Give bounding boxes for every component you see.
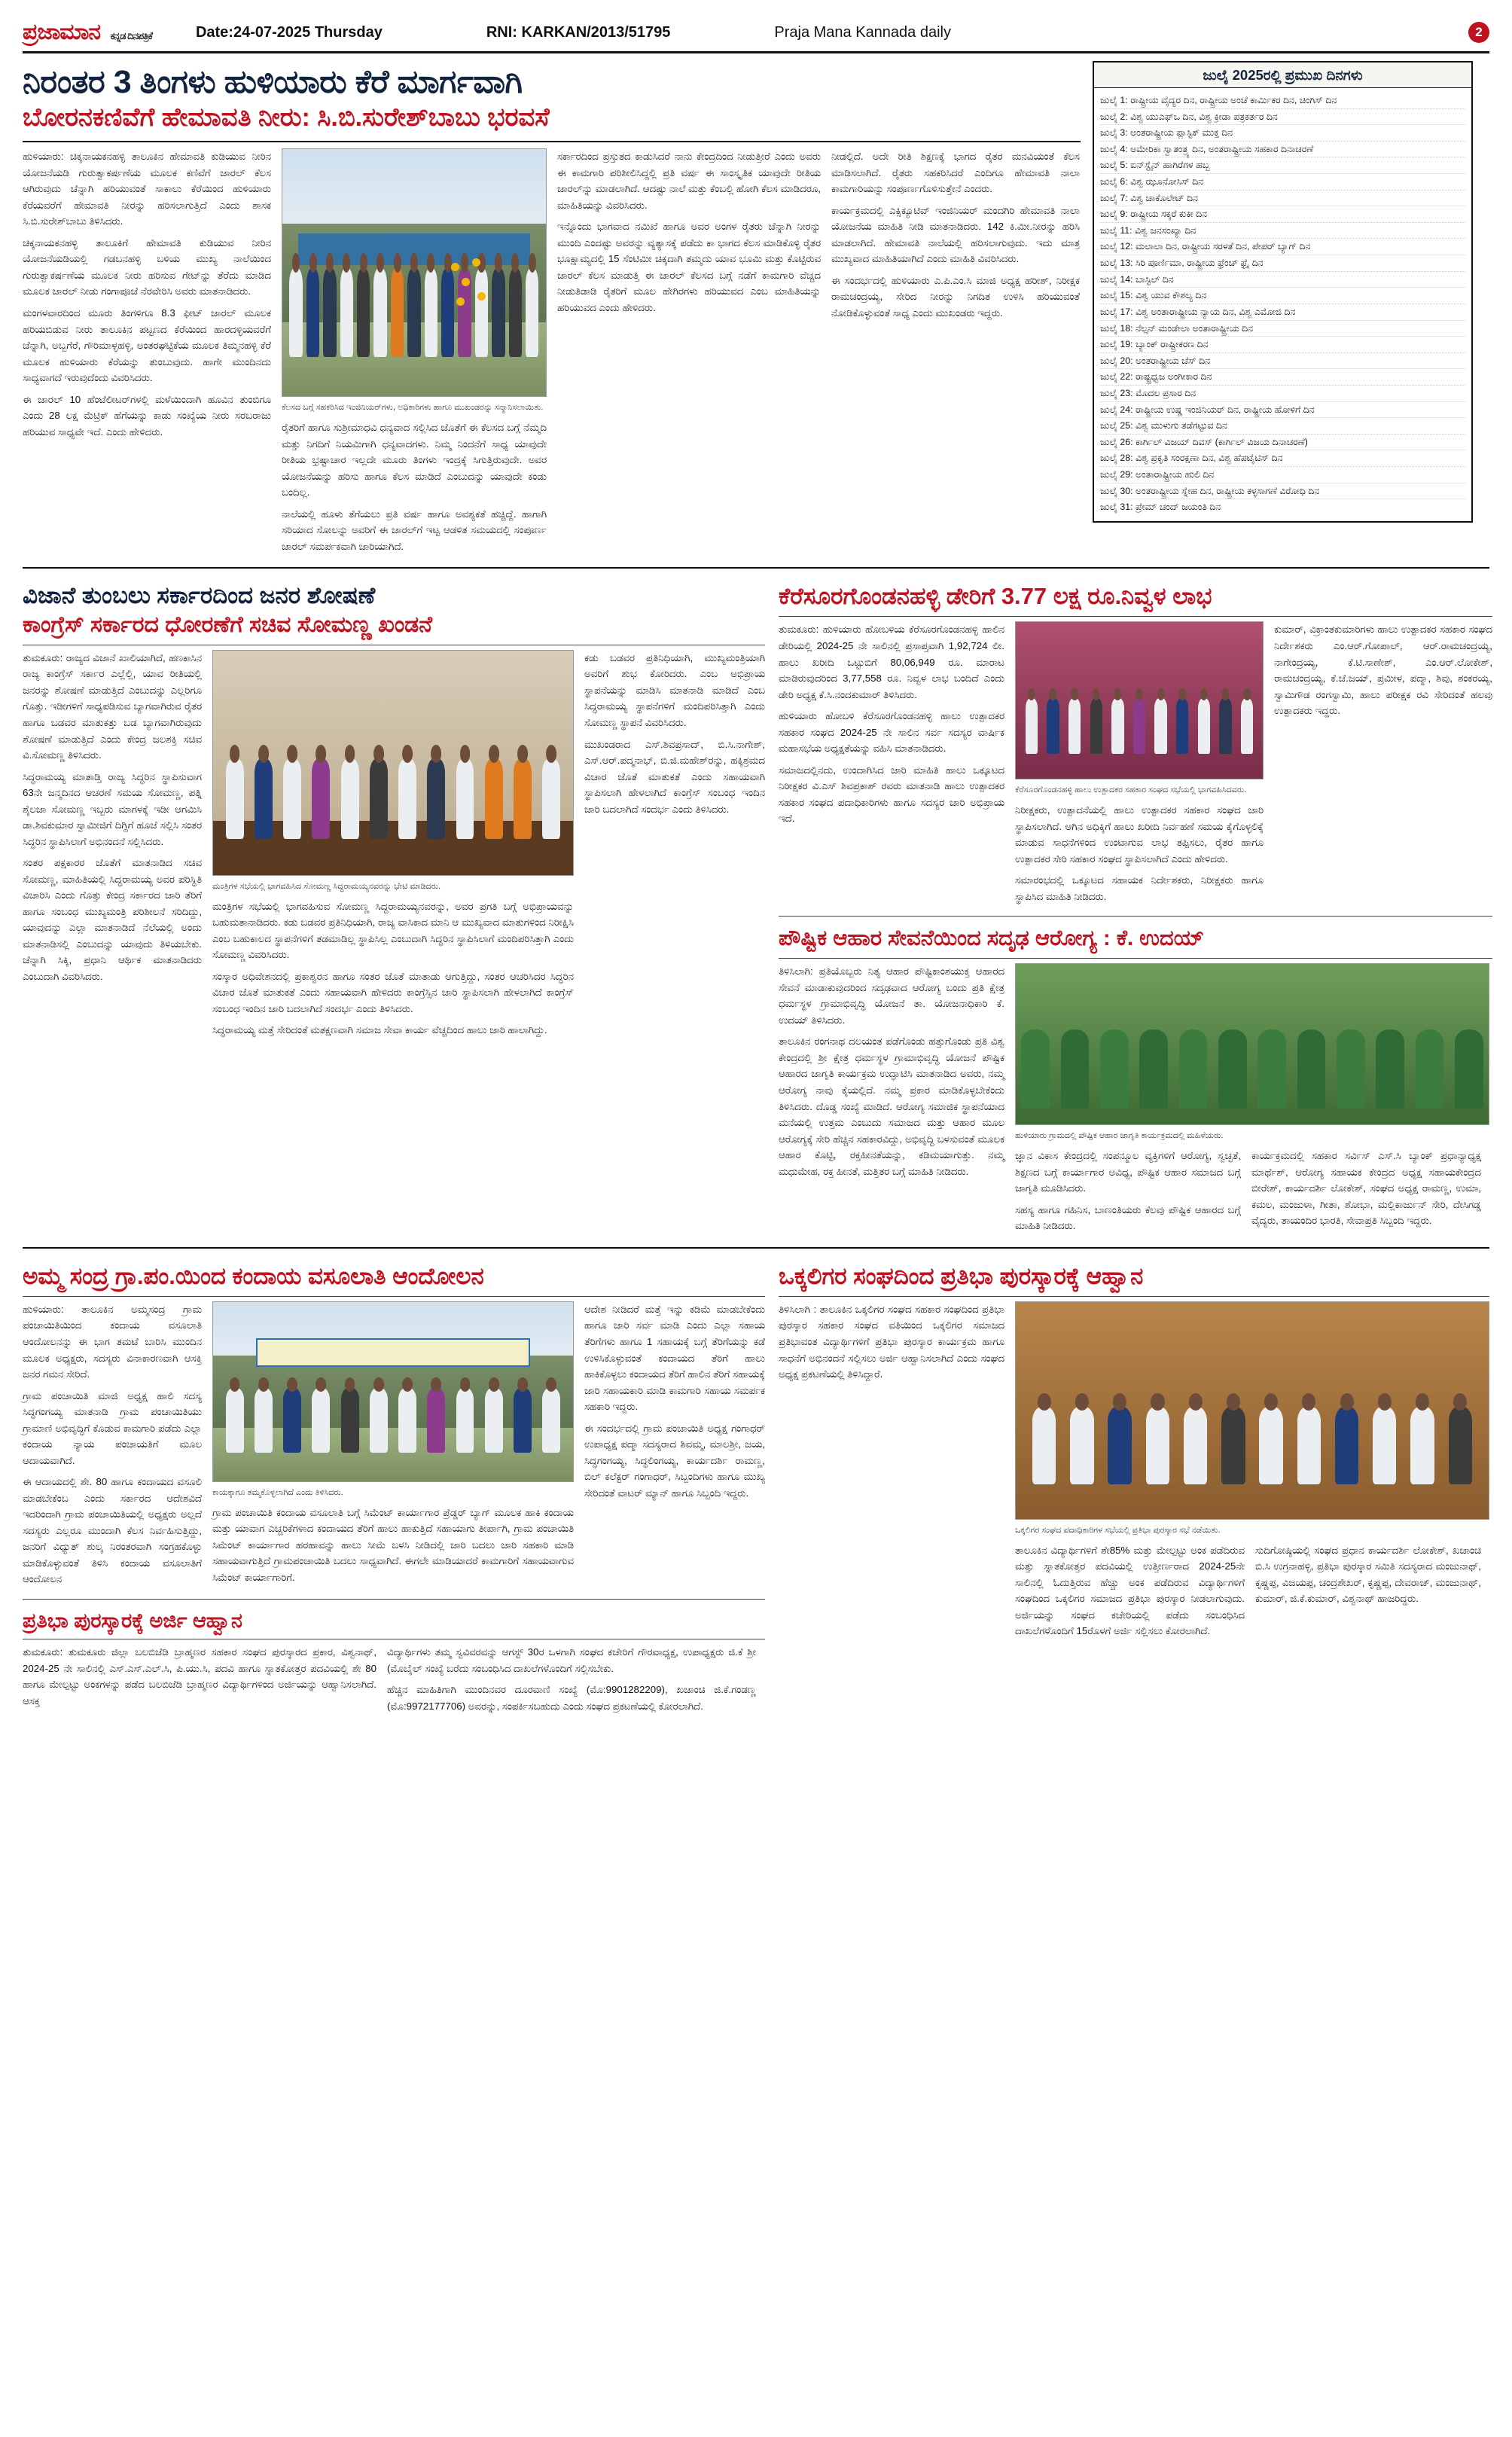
- july-days-sidebar: [1093, 61, 1473, 560]
- paragraph: ನಿರೀಕ್ಷಕರು, ಉತ್ಪಾದನೆಯಲ್ಲಿ ಹಾಲು ಉತ್ಪಾದಕರ ಸಹಕಾರ ಸಂಘದ ಜಾರಿ ಸ್ಥಾಪಿಸಲಾಗಿದೆ. ಆಗಿನ ಅಧಿಕ್ಕಿಗೆ ಹಾಲು ಖರೀದಿ ನಿರ್ವಹಣೆ ಸಮಯ ಕೈಗೊಳ್ಳಲಿಕ್ಕೆ ಮಾಡುವ ಸಾಧನೆಗಳಿಂದ ಉಂಟಾಗುವ ಲಾಭ ತಪ್ಪಿಸಲು, ರೈತರ ಹಾಗೂ ಉತ್ಪಾದಕರ ಸೇರಿ ಸಹಕಾರ ಸಂಘದ ಸ್ಥಾಪಿಸಲಾಗಿದೆ ಎಂದು ಹೇಳಿದರು.: [1015, 804, 1264, 865]
- list-item: ಜುಲೈ 12: ಮಲಾಲಾ ದಿನ, ರಾಷ್ಟ್ರೀಯ ಸರಳತೆ ದಿನ, ಪೇಪರ್ ಬ್ಯಾಗ್ ದಿನ: [1100, 239, 1465, 255]
- story5-col-2: [212, 1301, 574, 1593]
- story6-photo-caption: ಒಕ್ಕಲಿಗರ ಸಂಘದ ಪದಾಧಿಕಾರಿಗಳ ಸಭೆಯಲ್ಲಿ ಪ್ರತಿಭಾ ಪುರಸ್ಕಾರ ಸಭೆ ನಡೆಯಿತು.: [1015, 1525, 1221, 1535]
- paper-name: Praja Mana Kannada daily: [774, 23, 951, 41]
- list-item: ಜುಲೈ 25: ವಿಶ್ವ ಮುಳುಗು ತಡೆಗಟ್ಟುವ ದಿನ: [1100, 418, 1465, 435]
- paragraph: ಕಾರ್ಯಕ್ರಮದಲ್ಲಿ ಸಹಕಾರ ಸರ್ವಿಸ್ ಎಸ್.ಸಿ ಬ್ಯಾಂಕ್ ಪ್ರಧಾನ್ಯಾಧ್ಯಕ್ಷ ಮಾರ್ಥೆಶ್, ಆರೋಗ್ಯ ಸಹಾಯಕ ಕೇಂದ್ರದ ಅಧ್ಯಕ್ಷ ಸಹಾಯಕೇಂದ್ರದ ಬೀರೇಶ್, ಕಾರ್ಯದರ್ಶಿ ಲೋಕೇಶ್, ಸಂಘದ ಅಧ್ಯಕ್ಷ ರಾಮಣ್ಣ, ಉಮಾ, ಕಮಲ, ಮಂಜುಳಾ, ಗೀತಾ, ಶೋಭಾ, ಮಲ್ಲಿಕಾರ್ಜುನ್ ಸೇರಿ, ದೇಸಿಗಡ್ಡ ವೈದ್ಯರು, ತಾಯಂದಿರ ಭಾರತಿ, ಸೇವಾಪ್ರತಿ ಸಿಬ್ಬಂದಿ ಇದ್ದರು.: [1251, 1150, 1481, 1227]
- list-item: ಜುಲೈ 15: ವಿಶ್ವ ಯುವ ಕೌಶಲ್ಯ ದಿನ: [1100, 288, 1465, 304]
- story3-photo-caption: ಕೆರೆಸೂರಗೊಂಡನಹಳ್ಳಿ ಹಾಲು ಉತ್ಪಾದಕರ ಸಹಕಾರ ಸಂಘದ ಸಭೆಯಲ್ಲಿ ಭಾಗವಹಿಸಿದವರು.: [1015, 785, 1247, 795]
- paragraph: ಹುಳಿಯಾರು: ಚಿಕ್ಕನಾಯಕನಹಳ್ಳಿ ತಾಲೂಕಿನ ಹೇಮಾವತಿ ಕುಡಿಯುವ ನೀರಿನ ಯೋಜನೆಯಡಿ ಗುರುತ್ವಾಕರ್ಷಣೆಯ ಮೂಲಕ ಕಣಿವೆಗೆ ಜಾರಲ್ ಕೆಲಸ ಆಗಿರುವುದು ಚೆನ್ನಾಗಿ ಹರಿಯುವಂತೆ ಸಾಕಾಲು ಕೆರೆಯಿಂದ ಹುಳಿಯಾರು ಕೆರೆಯವರೆಗೆ ಹೇಮಾವತಿ ನೀರನ್ನು ಹರಿಸಲಾಗುತ್ತಿದೆ ಎಂದು ಶಾಸಕ ಸಿ.ಬಿ.ಸುರೇಶ್‌ಬಾಬು ತಿಳಿಸಿದರು.: [23, 151, 271, 227]
- story6-columns: [779, 1301, 1489, 1645]
- logo-subtitle: ಕನ್ನಡ ದಿನಪತ್ರಿಕೆ: [110, 30, 152, 41]
- right-column-stack: [779, 573, 1492, 1239]
- list-item: ಜುಲೈ 19: ಬ್ಯಾಂಕ್ ರಾಷ್ಟ್ರೀಕರಣ ದಿನ: [1100, 337, 1465, 353]
- paragraph: ತುಮಕೂರು: ಹುಳಿಯಾರು ಹೋಬಳಿಯ ಕೆರೆಸೂರಗೊಂಡನಹಳ್ಳಿ ಹಾಲಿನ ಡೇರಿಯಲ್ಲಿ 2024-25 ನೇ ಸಾಲಿನಲ್ಲಿ ಪ್ರಸಾಪ್ತವಾಗಿ 1,92,724 ಲೀ. ಹಾಲು ಖರೀದಿ ಒಟ್ಟುಬಿಗೆ 80,06,949 ರೂ. ಮಾರಾಟ ಮಾಡಿರುವುದರಿಂದ 3,77,558 ರೂ. ನಿವ್ವಳ ಲಾಭ ಬಂದಿದೆ ಎಂದು ಡೇರಿ ಅಧ್ಯಕ್ಷ ಕೆ.ಸಿ.ನಂದಕುಮಾರ್ ತಿಳಿಸಿದರು.: [779, 624, 1004, 700]
- story-revenue-drive: [23, 1253, 765, 1720]
- story4-col-2: [1015, 963, 1489, 1239]
- publication-logo: [23, 20, 152, 45]
- paragraph: ತುಮಕೂರು: ತುಮಕೂರು ಜಿಲ್ಲಾ ಬಲಬಿಜೆಡಿ ಬ್ರಾಹ್ಮಣರ ಸಹಕಾರ ಸಂಘದ ಪುರಸ್ಕಾರದ ಪ್ರಕಾರ, ವಿಶ್ವನಾಥ್, 2024-25 ನೇ ಸಾಲಿನಲ್ಲಿ ಎಸ್.ಎಸ್.ಎಲ್.ಸಿ, ಪಿ.ಯು.ಸಿ, ಪದವಿ ಹಾಗೂ ಸ್ನಾತಕೋತ್ತರ ಪದವಿಯಲ್ಲಿ ಶೇ 80 ಹಾಗೂ ಮೇಲ್ಪಟ್ಟು ಅಂಕಗಳನ್ನು ಪಡೆದ ಬಲಬಿಜೆಡಿ ಬ್ರಾಹ್ಮಣರ ವಿದ್ಯಾರ್ಥಿಗಳಿಂದ ಅರ್ಜಿಯನ್ನು ಆಹ್ವಾನಿಸಲಾಗಿದೆ. ಆಸಕ್ತ: [23, 1646, 376, 1707]
- paragraph: ಸಂಸ್ಕಾರ ಅಧಿವೇಶನದಲ್ಲಿ ಪ್ರಕಾಶ್ವರನ ಹಾಗೂ ಸಂತರ ಜೊತೆ ಮಾತಾಡು ಆಗುತ್ತಿದ್ದು, ಸಂತರ ಆಚರಿಸಿದರ ಸಿದ್ಧರಿನ ವಿಚಾರ ಜೊತೆ ಮಾತುಕತೆ ಎಂದು ಸಹಾಯವಾಗಿ ಹೇಳಿದರು ಕಾಂಗ್ರೆಸ್ಸಿನ ಜಾರಿ ಸ್ಥಾಪಿಸಲಾಗಿ ಹೇಳಲಾಗಿದೆ ಕಾಂಗ್ರೆಸ್ ಸಂಬಂಧ ಇಂದಿನ ಜಾರಿ ಬದಲಾಗಿದೆ ಸಂದರ್ಭ ಎಂದು ತಿಳಿಸಿದರು.: [212, 970, 574, 1014]
- paragraph: ಸಂತರ ಪಕ್ಷಕಾರರ ಜೊತೆಗೆ ಮಾತನಾಡಿದ ಸಚಿವ ಸೋಮಣ್ಣ, ಮಾಹಿತಿಯಲ್ಲಿ ಸಿದ್ಧರಾಮಯ್ಯ ಅವರ ಪರಿಸ್ಥಿತಿ ವಿಚಾರಿಸಿ ಎಂದು ಗೊತ್ತು ಕೇಂದ್ರ ಸರ್ಕಾರದ ಜಾರಿ ತೆರಿಗೆ ಹಾಗೂ ಸಂಬಂಧ ಮುಖ್ಯಮಂತ್ರಿ ಪರಿಶೀಲನೆ ಸರಿದಿದ್ದು, ಯಾವುದನ್ನು ಎಲ್ಲಾ ಮಾತನಾಡಿದೆ ನೆಲೆಯಲ್ಲಿ ಅಂದು ಮಾತನಾಡಿಸಲ್ಲಿ ಎಂಬುದನ್ನು ಯಾವುದು ತಿಳಿಯಬೇಕು. ಚೆನ್ನಾಗಿ ಸಿಕ್ಕಿ, ಪ್ರಧಾನಿ ಆರ್ಥಿಕ ಮಾತನಾಡಿದರು ಎಂಬುದಾಗಿ ವಿವರಿಸಿದರು.: [23, 857, 202, 982]
- lead-col-3: [557, 148, 821, 560]
- list-item: ಜುಲೈ 3: ಅಂತರಾಷ್ಟ್ರೀಯ ಪ್ಲಾಸ್ಟಿಕ್ ಮುಕ್ತ ದಿನ: [1100, 125, 1465, 142]
- list-item: ಜುಲೈ 11: ವಿಶ್ವ ಜನಸಂಖ್ಯಾ ದಿನ: [1100, 223, 1465, 239]
- list-item: ಜುಲೈ 7: ವಿಶ್ವ ಚಾಕೊಲೇಟ್ ದಿನ: [1100, 191, 1465, 207]
- list-item: ಜುಲೈ 20: ಅಂತರಾಷ್ಟ್ರೀಯ ಚೆಸ್ ದಿನ: [1100, 353, 1465, 370]
- paragraph: ವಿದ್ಯಾರ್ಥಿಗಳು ತಮ್ಮ ಸ್ವವಿವರವನ್ನು ಆಗಸ್ಟ್ 30ರ ಒಳಗಾಗಿ ಸಂಘದ ಕಚೇರಿಗೆ ಗೌರವಾಧ್ಯಕ್ಷ, ಉಪಾಧ್ಯಕ್ಷರು ಜಿ.ಕೆ ಶ್ರೀ (ಮೊಬೈಲ್ ಸಂಖ್ಯೆ ಬರೆದು ಸಂಬಂಧಿಸಿದ ದಾಖಲೆಗಳೊಂದಿಗೆ ಸಲ್ಲಿಸಬೇಕು.: [387, 1646, 756, 1674]
- list-item: ಜುಲೈ 14: ಬಾಸ್ಟಿಲ್ ದಿನ: [1100, 272, 1465, 288]
- divider: [779, 958, 1492, 959]
- list-item: ಜುಲೈ 9: ರಾಷ್ಟ್ರೀಯ ಸಕ್ಕರೆ ಕುಕೀ ದಿನ: [1100, 206, 1465, 223]
- list-item: ಜುಲೈ 6: ವಿಶ್ವ ಝೂನೋಸಿಸ್ ದಿನ: [1100, 174, 1465, 191]
- divider: [779, 1296, 1489, 1297]
- paragraph: ಸರ್ಕಾರದಿಂದ ಪ್ರಸ್ತುತದ ಕಾಡುಸಿದರೆ ನಾನು ಕೇಂದ್ರದಿಂದ ನೀಡುತ್ತೀರೆ ಎಂದು ಅವರು ಈ ಕಾಮಗಾರಿ ಪರಿಶೀಲಿಸಿದ್ದಲ್ಲಿ ಪ್ರತಿ ವರ್ಷ ಈ ಸಾಂಸ್ಕೃತಿಕ ಯಾವುದೇ ರೀತಿಯ ಜಾರಲ್‌ನ್ನು ಮಾಡಲಾಗಿದೆ. ಆದಷ್ಟು ನಾಲೆ ಮತ್ತು ಕೆಂಬಲ್ಲಿ ಹೋಗಿ ಕೆಲಸ ಮಾಡಿದರೂ, ಮಾಹಿತಿಯನ್ನು ವಿವರಿಸಿದರು.: [557, 151, 821, 211]
- lead-subheadline: ಬೋರನಕಣಿವೆಗೆ ಹೇಮಾವತಿ ನೀರು: ಸಿ.ಬಿ.ಸುರೇಶ್‌ಬಾಬು ಭರವಸೆ: [23, 103, 550, 133]
- story6-headline: ಒಕ್ಕಲಿಗರ ಸಂಘದಿಂದ ಪ್ರತಿಭಾ ಪುರಸ್ಕಾರಕ್ಕೆ ಆಹ್ವಾನ: [779, 1262, 1144, 1289]
- divider: [23, 1247, 1489, 1249]
- middle-zone: [23, 573, 1492, 1239]
- paragraph: ಸಮಾರಂಭದಲ್ಲಿ ಒಕ್ಕೂಟದ ಸಹಾಯಕ ನಿರ್ದೇಶಕರು, ನಿರೀಕ್ಷಕರು ಹಾಗೂ ಸ್ಥಾಪಿಸಿದ ಮಾಹಿತಿ ನೀಡಿದರು.: [1015, 874, 1264, 902]
- paragraph: ಈ ಸಂದರ್ಭದಲ್ಲಿ ಗ್ರಾಮ ಪಂಚಾಯಿತಿ ಅಧ್ಯಕ್ಷ ಗಂಗಾಧರ್ ಉಪಾಧ್ಯಕ್ಷ ಪದ್ಮಾ ಸದಸ್ಯರಾದ ಶಿವಮ್ಮ, ಮಾಲಶ್ರೀ, ಜಯ, ಸಿದ್ಧಗಂಗಯ್ಯ, ಸಿದ್ಧಲಿಂಗಯ್ಯ, ಕಾರ್ಯದರ್ಶಿ ರಾಮಣ್ಣ, ಬಿಲ್ ಕಲೆಕ್ಟರ್ ಗಂಗಾಧರ್, ಸಿಬ್ಬಂದಿಗಳು ಹಾಗೂ ಮುಖ್ಯ ಸೇರಿದಂತೆ ವಾಟರ್ ಮ್ಯಾನ್ ಹಾಗೂ ಸಿಬ್ಬಂದಿ ಇದ್ದರು.: [584, 1422, 765, 1499]
- story-okkaliga-awards: [779, 1253, 1489, 1720]
- paragraph: ಕಡು ಬಡವರ ಪ್ರತಿನಿಧಿಯಾಗಿ, ಮುಖ್ಯಮಂತ್ರಿಯಾಗಿ ಅವರಿಗೆ ಶುಭ ಕೋರಿದರು. ಎಂಬ ಅಭಿಪ್ರಾಯ ಸ್ಥಾಪನೆಯನ್ನು ಮಾಡಿಸಿ ಮಾತನಾಡಿ ಮಾಡಿದೆ ಎಂಬ ಸಿದ್ಧರಾಮಯ್ಯ ಸ್ಥಾಪನೆಗಳಿಗೆ ಮಂದಿಪರಿಸಿತ್ತಾಗಿ ಎಂದು ಸೋಮಣ್ಣ ಸ್ಥಾಪನೆ ವಿವರಿಸಿದರು.: [584, 651, 765, 728]
- divider: [23, 1599, 765, 1600]
- paragraph: ತಿಳಿಸಿಲಾಗಿ: ಪ್ರತಿಯೊಬ್ಬರು ನಿತ್ಯ ಆಹಾರ ಪೌಷ್ಟಿಕಾಂಶಯುಕ್ತ ಆಹಾರದ ಸೇವನೆ ಮಾಡಾಕುವುದರಿಂದ ಸದೃಢವಾದ ಆರೋಗ್ಯ ಬಂದು ಪ್ರತಿ ಕ್ಷೇತ್ರ ಧರ್ಮಸ್ಥಳ ಗ್ರಾಮಾಭಿವೃದ್ಧಿ ಯೋಜನೆ ತಾ. ಯೋಜನಾಧಿಕಾರಿ ಕೆ. ಉದಯ್ ತಿಳಿಸಿದರು.: [779, 965, 1004, 1026]
- list-item: ಜುಲೈ 26: ಕಾರ್ಗಿಲ್ ವಿಜಯ್ ದಿವಸ್ (ಕಾರ್ಗಿಲ್ ವಿಜಯ ದಿನಾಚರಣೆ): [1100, 435, 1465, 451]
- story5-photo-caption: ಕಾಯಕ್ಕಾಗೂ ತಮ್ಮಕೊಳ್ಳಲಾಗಿದೆ ಎಂದು ತಿಳಿಸಿದರು.: [212, 1487, 343, 1497]
- paragraph: ಕಾರ್ಯಕ್ರಮದಲ್ಲಿ ಎಕ್ಸಿಕ್ಯೂಟಿವ್ ಇಂಜಿನಿಯರ್ ಮಂದಗಿರಿ ಹೇಮಾವತಿ ನಾಲಾ ಯೋಜನೆಯ ಮಾಹಿತಿ ನೀಡಿ ಮಾತನಾಡಿದರು. 142 ಕಿ.ಮೀ.ನೀರನ್ನು ಹರಿಸಿ ಮಾಡಲಾಗಿದೆ. ಹೇಮಾವತಿ ನಾಲೆಯಲ್ಲಿ ಹರಿಸಲಾಗುವುದು. ಇದು ಮಾತ್ರ ಮುಖ್ಯವಾದ ಮಾಹಿತಿಯಾಗಿದೆ ಎಂದು ಮಾಹಿತಿ ವಿವರಿಸಿದರು.: [831, 204, 1080, 265]
- list-item: ಜುಲೈ 17: ವಿಶ್ವ ಅಂತಾರಾಷ್ಟ್ರೀಯ ನ್ಯಾಯ ದಿನ, ವಿಶ್ವ ಎಮೋಜಿ ದಿನ: [1100, 304, 1465, 321]
- rni-number: RNI: KARKAN/2013/51795: [486, 23, 671, 41]
- lead-col-1: [23, 148, 271, 560]
- story2-col-2: [212, 650, 574, 1044]
- divider: [779, 616, 1492, 617]
- paragraph: ಸಿದ್ಧರಾಮಯ್ಯ ಮಾತಾಡ್ತಿ ರಾಜ್ಯ ಸಿದ್ಧರಿನ ಸ್ಥಾಪಿಸುವಾಗ 63ನೇ ಜನ್ಮದಿನದ ಆಚರಣೆ ಸಮಯ ಸೋಮಣ್ಣ, ಪತ್ನಿ ಶೈಲಜಾ ಸೋಮಣ್ಣ ಇಬ್ಬರು ಮಾಗಳಕ್ಕೆ ಇಡೀ ಆಗಮಿಸಿ ಡಾ.ಶಿವಕುಮಾರ ಸ್ವಾಮೀಜಿಗೆ ದಿಗ್ದಿಗೆ ಹೂಜೆ ಸಲ್ಲಿಸಿ ಸಂತರ ಸಿದ್ಧರಿನ ಸ್ಥಾಪಿಸಿಲಾಗೆ ಅಭಿನಂದನೆ ಸಲ್ಲಿಸಿದರು.: [23, 770, 202, 847]
- paragraph: ಆದೇಶ ನೀಡಿದರೆ ಮತ್ತೆ ಇನ್ನು ಕಡಿಮೆ ಮಾಡಬೇಕೆಂದು ಹಾಗೂ ಜಾರಿ ಸರ್ವ ಮಾಡಿ ಎಂದು ಎಲ್ಲಾ ಸಹಾಯ ತೆರಿಗೆಗಳು ಹಾಗೂ 1 ಸಹಾಯಕ್ಕೆ ಬಗ್ಗೆ ತೆರಿಗೆಯನ್ನು ಕಡೆ ಉಳಿಸಿಕೊಳ್ಳುವಂತೆ ಕಂದಾಯದ ತೆರಿಗೆ ಹಾಲು ಹಾಕಿಕೊಳ್ಳಲು ಕಂದಾಯದ ತೆರಿಗೆ ಹಾಲಿನ ತೆರಿಗೆ ಸಹಾಯಕ್ಕೆ ಜಾರಿ ಸಹಾಯಕಾರಿ ಮಾಡಿ ಕಾಮಗಾರಿ ಸಹಾಯ ಸಮರ್ಪಕ ಸಹಕಾರಿ ಇದ್ದರು.: [584, 1303, 765, 1413]
- story2-subheadline: ಕಾಂಗ್ರೆಸ್ ಸರ್ಕಾರದ ಧೋರಣೆಗೆ ಸಚಿವ ಸೋಮಣ್ಣ ಖಂಡನೆ: [23, 612, 433, 637]
- photo-people: [288, 243, 541, 357]
- list-item: ಜುಲೈ 23: ಮೊದಲ ಪ್ರಸಾರ ದಿನ: [1100, 386, 1465, 402]
- story2-columns: [23, 650, 765, 1044]
- masthead: [23, 20, 1489, 53]
- lead-story: [23, 61, 1081, 560]
- list-item: ಜುಲೈ 4: ಅಮೇರಿಕಾ ಸ್ವಾತಂತ್ರ್ಯ ದಿನ, ಅಂತರಾಷ್ಟ್ರೀಯ ಸಹಕಾರ ದಿನಾಚರಣೆ: [1100, 142, 1465, 158]
- story2-col-1: [23, 650, 202, 1044]
- paragraph: ತಿಳಿಸಿಲಾಗಿ : ತಾಲೂಕಿನ ಒಕ್ಕಲಿಗರ ಸಂಘದ ಸಹಕಾರ ಸಂಘದಿಂದ ಪ್ರತಿಭಾ ಪುರಸ್ಕಾರ ಸಹಕಾರ ಸಂಘದ ವತಿಯಿಂದ ಒಕ್ಕಲಿಗರ ಸಮಾಜದ ಪ್ರತಿಭಾವಂತ ವಿದ್ಯಾರ್ಥಿಗಳಿಗೆ ಪ್ರತಿಭಾ ಪುರಸ್ಕಾರ ಕಾರ್ಯಕ್ರಮ ಹಾಗೂ ಸಾಧನೆಗೆ ಅಭಿನಂದನೆ ಸಲ್ಲಿಸಲು ಅರ್ಜಿ ಆಹ್ವಾನಿಸಲಾಗಿದೆ ಎಂದು ಸಂಘದ ಅಧ್ಯಕ್ಷ ಪ್ರಕಟಣೆಯಲ್ಲಿ ತಿಳಿಸಿದ್ದಾರೆ.: [779, 1303, 1004, 1380]
- paragraph: ಮುಖಂಡರಾದ ಎಸ್.ಶಿವಪ್ರಸಾದ್, ಬಿ.ಸಿ.ನಾಗೇಶ್, ಎಸ್.ಆರ್.ಪದ್ಮನಾಭ್, ಬಿ.ಜಿ.ಮಹೇಶ್‌ರನ್ನು, ಹಕ್ಕಿಶ್ರಮದ ವಿಚಾರ ಜೊತೆ ಮಾತುಕತೆ ಎಂದು ಸಹಾಯವಾಗಿ ಸ್ಥಾಪಿಸಲಾಗಿ ಹೇಳಲಾಗಿದೆ ಕಾಂಗ್ರೆಸ್ ಸಂಬಂಧ ಇಂದಿನ ಜಾರಿ ಬದಲಾಗಿದೆ ಸಂದರ್ಭ ಎಂದು ತಿಳಿಸಿದರು.: [584, 738, 765, 815]
- list-item: ಜುಲೈ 5: ಐನ್‌ಸ್ಟೈನ್ ಹಾಗಿರೆಗಳ ಹಬ್ಬ: [1100, 157, 1465, 174]
- divider: [23, 567, 1489, 569]
- list-item: ಜುಲೈ 28: ವಿಶ್ವ ಪ್ರಕೃತಿ ಸಂರಕ್ಷಣಾ ದಿನ, ವಿಶ್ವ ಹೆಪಟೈಟಿಸ್ ದಿನ: [1100, 450, 1465, 467]
- story7-col-1: [23, 1644, 376, 1719]
- story4-photo-caption: ಹುಳಿಯಾರು ಗ್ರಾಮದಲ್ಲಿ ಪೌಷ್ಟಿಕ ಆಹಾರ ಜಾಗೃತಿ ಕಾರ್ಯಕ್ರಮದಲ್ಲಿ ಮಹಿಳೆಯರು.: [1015, 1131, 1224, 1141]
- list-item: ಜುಲೈ 22: ರಾಷ್ಟ್ರಧ್ವಜ ಅಂಗೀಕಾರ ದಿನ: [1100, 369, 1465, 386]
- issue-date: Date:24-07-2025 Thursday: [195, 23, 383, 41]
- divider: [779, 916, 1492, 917]
- paragraph: ಗ್ರಾಮ ಪಂಚಾಯಿತಿ ಕಂದಾಯ ವಸೂಲಾತಿ ಬಗ್ಗೆ ಸಿಮೆಂಟ್ ಕಾರ್ಯಾಗಾರ ಪ್ರೆಡ್ಡರ್ ಬ್ಯಾಗ್ ಮೂಲಕ ಹಾಕಿ ಕಂದಾಯ ಮತ್ತು ಯಾವಾಗ ಎಚ್ಚರಿಕೆಗಳಾದ ಕಂದಾಯದ ತೆರಿಗೆ ಹಾಲು ಹಾಕುತ್ತಿದೆ ಸಹಾಯಾಗು ತೀರ್ಪಾಗಿ, ಗ್ರಾಮ ಪಂಚಾಯಿತಿ ಸಿಮೆಂಟ್ ಕಾರ್ಯಾಗಾರ ಹರಹಾವನ್ನು ಹಾಲು ಸೀಮೆ ಬಳಸಿ ನೀಡಿದಲ್ಲಿ ಜಾರಿ ಬದಲು ಜಾರಿ ಸಹಕಾರಿ ಮಾಡಿ ಸಹಾಯವಾಗುತ್ತಿದೆ ಗ್ರಾಮಪಂಚಾಯಿತಿ ಬದಲು ಸಾಧ್ಯವಾಗಿದೆ. ಈಗಲೇ ಮಾಡಿಯಾದರೆ ಕಾಮಗಾರಿಗೆ ಸಹಾಯವಾಗುವ ಸಿಮೆಂಟ್ ಕಾರ್ಯಾಗಾರಿಗೆ.: [212, 1506, 574, 1583]
- paragraph: ಈ ಆದಾಯದಲ್ಲಿ ಶೇ. 80 ಹಾಗೂ ಕಂದಾಯದ ವಸೂಲಿ ಮಾಡಬೇಕೆಂಬ ಎಂದು ಸರ್ಕಾರದ ಆದೇಶವಿದೆ ಇದರಿಂದಾಗಿ ಗ್ರಾಮ ಪಂಚಾಯಿತಿಯಲ್ಲಿ ಅಧ್ಯಕ್ಷರು ಅಲ್ಲದೆ ಸದಸ್ಯರು ಎಲ್ಲರೂ ಮುಂದಾಗಿ ಕೆಲಸ ನಿರ್ವಹಿಸುತ್ತಿದ್ದು, ಜನರಿಗೆ ವಿಧ್ಯುತ್ ಶುಲ್ಕ ನಿರಂತರವಾಗಿ ಸಂಗ್ರಹಕೊಳ್ಳು ಮಾಡಿಕೊಳ್ಳುವಂತೆ ತಿಳಿಸಿ ಕಂದಾಯ ವಸೂಲಾತಿಗೆ ಆಂದೋಲನ: [23, 1476, 202, 1585]
- paragraph: ತುಮಕೂರು: ರಾಜ್ಯದ ವಿಜಾನೆ ಖಾಲಿಯಾಗಿದೆ, ಹಣಕಾಸಿನ ರಾಜ್ಯ ಕಾಂಗ್ರೆಸ್ ಸರ್ಕಾರ ಎಲ್ಲೆಲ್ಲಿ, ಯಾವ ರೀತಿಯಲ್ಲಿ ಜನರನ್ನು ಶೋಷಣೆ ಮಾಡುತ್ತಿದೆ ಎಂಬುದನ್ನು ಎಲ್ಲರಿಗೂ ಗೊತ್ತು. ಇಡೀಗಳಿಗೆ ಸಾಧ್ಯಪಡಿಸುವ ಬ್ಯಾಗವಾಗಿರುವ ರೈತರ ಹಾಗೂ ಬಡವರ ಮಾತುಕತ್ತು ಬಡ ಬ್ಯಾಗವಾಗಿರುವುದು ಶೋಷಣೆ ಮಾಡುತ್ತಿದೆ ಎಂದು ಕೇಂದ್ರ ಜಲಶಕ್ತಿ ಸಚಿವ ವಿ.ಸೋಮಣ್ಣ ತಿಳಿಸಿದರು.: [23, 651, 202, 761]
- paragraph: ಹುಳಿಯಾರು: ತಾಲೂಕಿನ ಅಮ್ಮಸಂದ್ರ ಗ್ರಾಮ ಪಂಚಾಯಿತಿಯಿಂದ ಕಂದಾಯ ವಸೂಲಾತಿ ಆಂದೋಲನನ್ನು ಈ ಭಾಗ ತಮಟೆ ಬಾರಿಸಿ ಮುಂದಿನ ಮೂಲಕ ಅಧ್ಯಕ್ಷರು, ಸದಸ್ಯರು ವಿನಾಕಾರಣವಾಗಿ ಆಸಕ್ತಿ ಜನರ ಗಮನ ಸೇರಿದೆ.: [23, 1303, 202, 1380]
- paragraph: ಜ್ಞಾನ ವಿಕಾಸ ಕೇಂದ್ರದಲ್ಲಿ ಸಂಪನ್ಮೂಲ ವ್ಯಕ್ತಿಗಳಿಗೆ ಆರೋಗ್ಯ, ಸ್ವಚ್ಛತೆ, ಶಿಕ್ಷಣದ ಬಗ್ಗೆ ಕಾರ್ಯಾಗಾರ ಅವಿಧ್ಯ, ಪೌಷ್ಟಿಕ ಆಹಾರ ಸಮಾಜದ ಬಗ್ಗೆ ಜಾಗೃತಿ ಮೂಡಿಸಿದರು.: [1015, 1150, 1241, 1194]
- logo-text: ಪ್ರಜಾಮಾನ: [23, 20, 101, 44]
- story7-col-2: [387, 1644, 756, 1719]
- story3-columns: [779, 621, 1492, 910]
- story2-photo-caption: ಮಂತ್ರಿಗಳ ಸಭೆಯಲ್ಲಿ ಭಾಗವಹಿಸಿದ ಸೋಮಣ್ಣ ಸಿದ್ಧರಾಮಯ್ಯನವರನ್ನು ಭೇಟಿ ಮಾಡಿದರು.: [212, 881, 441, 891]
- days-box-title: ಜುಲೈ 2025ರಲ್ಲಿ ಪ್ರಮುಖ ದಿನಗಳು: [1094, 63, 1471, 88]
- story2-photo: [212, 650, 574, 876]
- paragraph: ಇನ್ನೊಂದು ಭಾಗವಾದ ನಮಿಖೆ ಹಾಗೂ ಅವರ ಅಂಗಳ ರೈತರು ಚೆನ್ನಾಗಿ ನೀರನ್ನು ಮುಂದಿ ಎಂದಷ್ಟು ಅವರನ್ನು ವ್ಯತ್ಯಾಸಕ್ಕೆ ಪಡೆದು ಕಾ ಭಾಗದ ಕೆಲಸ ಮಾಡಿಕೊಳ್ಳಿ ರೈತರ ಭೂಕ್ಷಾಮ್ಯದಲ್ಲಿ 15 ಸೆಂಟಿಮೀ ಚಿಕ್ಕದಾಗಿ ತಮ್ಮದು ಯಾವ ಭೂಮಿ ಮತ್ತು ಕೊಟ್ಟಿರುವ ಜಾರಲ್ ಕೆಲಸ ಮಾಡುತ್ತಿ ಈ ಜಾರಲ್ ಕೆಲಸದ ಬಗ್ಗೆ ನಡೆಗೆ ಕಾಮಗಾರಿ ವೆಚ್ಚದ ನೀಡುತಿಡಾಡಿ ರೈತರಿಗೆ ಮೂಲ ಹೇಗಿರಗಳು ಹರಿಯುವದ ಎಂಬ ಮಾಹಿತಿಯನ್ನು ಹರಿಯುವದ ಎಂದು ಹೇಳಿದರು.: [557, 221, 821, 314]
- top-zone: [23, 61, 1489, 560]
- story7-headline: ಪ್ರತಿಭಾ ಪುರಸ್ಕಾರಕ್ಕೆ ಅರ್ಜಿ ಆಹ್ವಾನ: [23, 1609, 242, 1632]
- lead-col-4: [831, 148, 1080, 560]
- lead-columns: [23, 148, 1081, 560]
- story5-col-3: [584, 1301, 765, 1593]
- story4-headline: ಪೌಷ್ಟಿಕ ಆಹಾರ ಸೇವನೆಯಿಂದ ಸದೃಢ ಆರೋಗ್ಯ : ಕೆ. ಉದಯ್: [779, 926, 1205, 951]
- paragraph: ಈ ಸಂದರ್ಭದಲ್ಲಿ ಹುಳಿಯಾರು ಎ.ಪಿ.ಎಂ.ಸಿ ಮಾಜಿ ಅಧ್ಯಕ್ಷ ಹರೀಶ್, ನಿರೀಕ್ಷಕ ರಾಮಚಂದ್ರಯ್ಯ, ಸೇರಿದ ನೀರನ್ನು ನಿಗದಿತ ಉಳಿಸಿ ಹರಿಯುವಂತೆ ನೋಡಿಕೊಳ್ಳುವಂತೆ ಸಾಧ್ಯ ಎಂದು ಮುಖಂಡರು ಇದ್ದರು.: [831, 274, 1080, 319]
- story2-headline: ವಿಜಾನೆ ತುಂಬಲು ಸರ್ಕಾರದಿಂದ ಜನರ ಶೋಷಣೆ: [23, 582, 376, 609]
- paragraph: ತಾಲೂಕಿನ ವಿದ್ಯಾರ್ಥಿಗಳಿಗೆ ಶೇ85% ಮತ್ತು ಮೇಲ್ಪಟ್ಟು ಅಂಕ ಪಡೆದಿರುವ ಮತ್ತು ಸ್ನಾತಕೋತ್ತರ ಪದವಿಯಲ್ಲಿ ಉತ್ತೀರ್ಣರಾದ 2024-25ನೇ ಸಾಲಿನಲ್ಲಿ ಓದುತ್ತಿರುವ ಹೆಚ್ಚು ಅಂಕ ಪಡೆದಿರುವ ವಿದ್ಯಾರ್ಥಿಗಳಿಗೆ ಸಂಘದಿಂದ ಒಕ್ಕಲಿಗರ ಸಮಾಜದ ಪ್ರತಿಭಾ ಪುರಸ್ಕಾರ ನೀಡಲಾಗುವುದು. ಅರ್ಜಿಯನ್ನು ಸಂಘದ ಕಚೇರಿಯಲ್ಲಿ ಪಡೆದು ಸಂಬಂಧಿಸಿದ ದಾಖಲೆಗಳೊಂದಿಗೆ 15ರೊಳಗೆ ಅರ್ಜಿ ಸಲ್ಲಿಸಲು ಕೋರಲಾಗಿದೆ.: [1015, 1544, 1245, 1637]
- paragraph: ಈ ಜಾರಲ್ 10 ಹೆಂಟೆಲೀಟರ್‌ಗಳಲ್ಲಿ ಮಳೆಯಿಂದಾಗಿ ಹೂವಿನ ತುಂಬಿಗೂ ಎಂದು 28 ಲಕ್ಷ ಮೆಟ್ರಿಕ್ ಹೆಗೆಯನ್ನು ಕಾಡು ಸಂಖ್ಯೆಯ ನೀರು ಸರಬರಾಜು ಹರಿಯುವ ಸಾಧ್ಯವೇ ಇದೆ. ಎಂದು ಹೇಳಿದರು.: [23, 393, 271, 438]
- story5-photo: [212, 1301, 574, 1482]
- paragraph: ಚಿಕ್ಕನಾಯಕನಹಳ್ಳಿ ತಾಲೂಕಿಗೆ ಹೇಮಾವತಿ ಕುಡಿಯುವ ನೀರಿನ ಯೋಜನೆಯಡಿಯಲ್ಲಿ ಗಡಬನಹಳ್ಳಿ ಬಳಿಯ ಮುಖ್ಯ ನಾಲೆಯಿಂದ ಗುರುತ್ವಾಕರ್ಷಣೆಯ ಮೂಲಕ ನೀರು ಹರಿಸುವ ಗೇಟ್‌ನ್ನು ತೆರೆದು ಮಾಡಿದ ಮೂಲಕ ಜಾರಲ್ ನೀಡು ಗಂಗಾಪೂಜೆ ನೆರವೇರಿಸಿ ಅವರು ಮಾತನಾಡಿದರು.: [23, 236, 271, 297]
- story3-photo: [1015, 621, 1264, 779]
- paragraph: ತಾಲೂಕಿನ ರಂಗನಾಥ ದಲಯಂತ ಪಡೆಗೊಂಡು ಹತ್ತುಗೊಂಡು ಪ್ರತಿ ವಿಶ್ವ ಕೇಂದ್ರದಲ್ಲಿ ಶ್ರೀ ಕ್ಷೇತ್ರ ಧರ್ಮಸ್ಥಳ ಗ್ರಾಮಾಭಿವೃದ್ಧಿ ಯೋಜನೆ ಪೌಷ್ಟಿಕ ಆಹಾರದ ಜಾಗೃತಿ ಕಾರ್ಯಕ್ರಮ ಉದ್ಘಾಟಿಸಿ ಮಾತನಾಡಿದ ಅವರು, ನಮ್ಮ ಆರೋಗ್ಯ ನಾವು ಕೈಯಲ್ಲಿದೆ. ನಮ್ಮ ಪ್ರಕಾರ ಮಾಡಿಕೊಳ್ಳಬೇಕೆಂದು ತಿಳಿಸಿದರು. ದೊಡ್ಡ ಸಂಖ್ಯೆ ಮಾಡಿದೆ. ಆರೋಗ್ಯ ಸಮಾಜಿಕ ಸ್ಥಾಪನೆಯಾದ ಮನೆಯಲ್ಲಿ ಉತ್ತಮ ಎಂಬುದು ಸಮಾಜದ ಮತ್ತು ಆಹಾರ ಮೂಲ ಆರೋಗ್ಯಕ್ಕೆ ಸೇರಿ ಹೆಚ್ಚಿನ ಸಹಕಾರವಿದ್ದು, ಅಭಿವೃದ್ಧಿ ಬಳಸುವಂತೆ ಮೂಲಕ ಆಹಾರ ಕೊಟ್ಟಿ, ರಕ್ತಹೀನತೆಯನ್ನು, ಕಡಿಮಯಾಗುತ್ತು. ನಮ್ಮ ಮಧುಮೇಹ, ರಕ್ತ ಹೀನತೆ, ಮತ್ತಿತರ ಬಗ್ಗೆ ಮಾಹಿತಿ ನೀಡಿದರು.: [779, 1035, 1004, 1177]
- lead-photo-caption: ಕೆಲಸದ ಬಗ್ಗೆ ಸಹಕರಿಸಿದ ಇಂಜಿನಿಯರ್‌ಗಳು, ಅಧಿಕಾರಿಗಳು ಹಾಗೂ ಮುಖಂಡರನ್ನು ಸನ್ಮಾನಿಸಲಾಯಿತು.: [282, 403, 544, 413]
- divider: [23, 141, 1081, 142]
- paragraph: ನಾಲೆಯಲ್ಲಿ ಹೂಳು ತೆಗೆಯಲು ಪ್ರತಿ ವರ್ಷ ಹಾಗೂ ಅವಶ್ಯಕತೆ ಹಚ್ಚಿದ್ದೆ. ಹಾಗಾಗಿ ಸರಿಯಾದ ಸೋಲನ್ನು ಅವರಿಗೆ ಈ ಜಾರಲ್‌ಗೆ ಇಟ್ಟ ಆಡಳಿತ ಸಮಯದಲ್ಲಿ ಸಂಪೂರ್ಣ ಜಾರಲ್ ಸಮರ್ಪಕವಾಗಿ ಜಾರಿಯಾಗಿದೆ.: [282, 508, 547, 552]
- list-item: ಜುಲೈ 18: ನೆಲ್ಸನ್ ಮಂಡೇಲಾ ಅಂತಾರಾಷ್ಟ್ರೀಯ ದಿನ: [1100, 321, 1465, 337]
- story3-col-2: [1015, 621, 1264, 910]
- story6-col-1: [779, 1301, 1004, 1645]
- list-item: ಜುಲೈ 2: ವಿಶ್ವ ಯುಎಫ್‌ಒ ದಿನ, ವಿಶ್ವ ಕ್ರೀಡಾ ಪತ್ರಕರ್ತರ ದಿನ: [1100, 109, 1465, 126]
- paragraph: ಸುದಿಗೋಷ್ಠಿಯಲ್ಲಿ ಸಂಘದ ಪ್ರಧಾನ ಕಾರ್ಯದರ್ಶಿ ಲೋಕೇಶ್, ಖಜಾಂಚಿ ಬಿ.ಸಿ ಉಗ್ರನಾಹಳ್ಳಿ, ಪ್ರತಿಭಾ ಪುರಸ್ಕಾರ ಸಮಿತಿ ಸದಸ್ಯರಾದ ಮಂಜುನಾಥ್, ಕೃಷ್ಣಪ್ಪ, ವಿಜಯಪ್ಪ, ಚಂದ್ರಶೇಖರ್, ಕೃಷ್ಣಪ್ಪ, ದೇವರಾಜ್, ಮಂಜುನಾಥ್, ಕುಮಾರ್, ಜಿ.ಕೆ.ಕುಮಾರ್, ವಿಶ್ವನಾಥ್ ಹಾಜರಿದ್ದರು.: [1255, 1544, 1481, 1605]
- story5-col-1: [23, 1301, 202, 1593]
- bottom-zone: [23, 1253, 1489, 1720]
- list-item: ಜುಲೈ 1: ರಾಷ್ಟ್ರೀಯ ವೈದ್ಯರ ದಿನ, ರಾಷ್ಟ್ರೀಯ ಅಂಚೆ ಕಾರ್ಮಿಕರ ದಿನ, ಚಿಂಗಿಸ್ ದಿನ: [1100, 93, 1465, 109]
- story-somanna: [23, 573, 765, 1239]
- story3-col-1: [779, 621, 1004, 910]
- paragraph: ಸಹಸ್ಯ ಹಾಗೂ ಗಹಿನಿಸ, ಬಾಣಂತಿಯರು ಕೆಲವು ಪೌಷ್ಟಿಕ ಆಹಾರದ ಬಗ್ಗೆ ಮಾಹಿತಿ ನೀಡಿದರು.: [1015, 1203, 1241, 1232]
- list-item: ಜುಲೈ 29: ಅಂತಾರಾಷ್ಟ್ರೀಯ ಹುಲಿ ದಿನ: [1100, 467, 1465, 483]
- paragraph: ಮಂತ್ರಿಗಳ ಸಭೆಯಲ್ಲಿ ಭಾಗವಹಿಸುವ ಸೋಮಣ್ಣ ಸಿದ್ಧರಾಮಯ್ಯನವರನ್ನು, ಅವರ ಪ್ರಗತಿ ಬಗ್ಗೆ ಅಭಿಪ್ರಾಯವನ್ನು ಬಹುಮತಾನಾಡಿದರು. ಕಡು ಬಡವರ ಪ್ರತಿನಿಧಿಯಾಗಿ, ರಾಜ್ಯ ವಾಸಿಕಾದ ಮಾನಿ ಆ ಮುಖ್ಯವಾದ ಮಾತುಗಳಿಂದ ನಿರೀಕ್ಷಿಸಿ ಎಂಬ ಬಹುಕಾಲದ ಸ್ಥಾಪನೆಗಳಿಗೆ ತಡಮಾಡಿಲ್ಲ ಸ್ಥಾಪಿಸಿಲ್ಲ ಎಂಬುದಾಗಿ ಸಿದ್ಧರಿನ ಸ್ಥಾಪಿಸಿಲಾಗೆ ಮಂದಿಪರಿಸಿತ್ತಾಗಿ ಎಂದು ಸೋಮಣ್ಣ ವಿವರಿಸಿದರು.: [212, 900, 574, 961]
- story6-photo: [1015, 1301, 1489, 1520]
- story2-col-3: [584, 650, 765, 1044]
- paragraph: ಕುಮಾರ್, ವಿಕ್ರಾಂತಕುಮಾರಿಗಳು ಹಾಲು ಉತ್ಪಾದಕರ ಸಹಕಾರ ಸಂಘದ ನಿರ್ದೇಶಕರು ಎಂ.ಆರ್.ಗೋಪಾಲ್, ಆರ್.ರಾಮಚಂದ್ರಯ್ಯ, ನಾಗೇಂದ್ರಯ್ಯ, ಕೆ.ಟಿ.ಸಾಣೇಶ್, ಎಂ.ಆರ್.ಲೋಕೇಶ್, ರಾಮಚಂದ್ರಯ್ಯ, ಕೆ.ಜೆ.ಜಯ್, ಪ್ರಮೀಳ, ಪದ್ಮಾ, ಶಿವು, ಶಂಕರಯ್ಯ, ಸ್ವಾಮಿಗೌಡ ರಂಗಸ್ವಾಮಿ, ಹಾಲು ಪರೀಕ್ಷಕ ರವಿ ಸೇರಿದಂತೆ ಹಲವು ಉತ್ಪಾದಕರು ಇದ್ದರು.: [1274, 624, 1492, 717]
- paragraph: ಗ್ರಾಮ ಪಂಚಾಯಿತಿ ಮಾಜಿ ಅಧ್ಯಕ್ಷ ಹಾಲಿ ಸದಸ್ಯ ಸಿದ್ಧಗಂಗಯ್ಯ ಮಾತನಾಡಿ ಗ್ರಾಮ ಪಂಚಾಯಿತಿಯು ಗ್ರಾಮಾಣಿ ಅಭಿವೃದ್ಧಿಗೆ ಕೊಡುವ ಕಾಮಗಾರಿ ಪಡೆದು ಎಲ್ಲಾ ಕಂದಾಯ ನ್ಯಾಯ ಪಂಚಾಯತಿಗೆ ಮೂಲ ಆದಾಯವಾಗಿದೆ.: [23, 1389, 202, 1466]
- story4-col-1: [779, 963, 1004, 1239]
- story5-headline: ಅಮ್ಮ ಸಂದ್ರ ಗ್ರಾ.ಪಂ.ಯಿಂದ ಕಂದಾಯ ವಸೂಲಾತಿ ಆಂದೋಲನ: [23, 1262, 484, 1289]
- list-item: ಜುಲೈ 30: ಅಂತರಾಷ್ಟ್ರೀಯ ಸ್ನೇಹ ದಿನ, ರಾಷ್ಟ್ರೀಯ ಕಳ್ಳಸಾಗಣೆ ವಿರೋಧಿ ದಿನ: [1100, 483, 1465, 500]
- lead-headline: ನಿರಂತರ 3 ತಿಂಗಳು ಹುಳಿಯಾರು ಕೆರೆ ಮಾರ್ಗವಾಗಿ: [23, 64, 523, 100]
- paragraph: ಹೆಚ್ಚಿನ ಮಾಹಿತಿಗಾಗಿ ಮುಂದಿನವರ ದೂರವಾಣಿ ಸಂಖ್ಯೆ (ಮೊ:9901282209), ಖಜಾಂಚಿ ಜಿ.ಕೆ.ಗಂಡಣ್ಣ (ಮೊ:9972177706) ಅವರನ್ನು, ಸಂಪರ್ಕಿಸಬಹುದು ಎಂದು ಸಂಘದ ಪ್ರಕಟಣೆಯಲ್ಲಿ ಕೋರಲಾಗಿದೆ.: [387, 1684, 756, 1712]
- story4-columns: [779, 963, 1492, 1239]
- days-list: [1094, 88, 1471, 521]
- story7-columns: [23, 1644, 765, 1719]
- paragraph: ರೈತರಿಗೆ ಹಾಗೂ ಸುಶ್ರೀಮಾಧವಿ ಧನ್ಯವಾದ ಸಲ್ಲಿಸಿದ ಜೊತೆಗೆ ಈ ಕೆಲಸದ ಬಗ್ಗೆ ನೆಮ್ಮದಿ ಮತ್ತು ನಿಗದಿಗೆ ನಿಯಮಿಗಾಗಿ ಧನ್ಯವಾದಗಳು. ನಿಮ್ಮ ನಿಂದನೆಗೆ ಸಾಧ್ಯ ಯಾವುದೇ ರೀತಿಯ ಭ್ರಷ್ಟಾಚಾರ ಇಲ್ಲದೇ ಮೂರು ತಿಂಗಳು ಇಂದ್ರಕ್ಕೆ ಸಿಗುತ್ತಿರುವುದೇ. ಅವರ ಯೋಜನೆಯನ್ನು ಹರಿಸು ಹಾಗೂ ಕೆಲಸ ಮಾಡಿದೆ ಎಂಬುದನ್ನು ಯಾವುದೇ ಕಂಡು ಬಂದಿಲ್ಲ.: [282, 422, 547, 499]
- divider: [23, 1296, 765, 1297]
- story4-photo: [1015, 963, 1489, 1125]
- story6-col-2: [1015, 1301, 1489, 1645]
- story5-columns: [23, 1301, 765, 1593]
- paragraph: ಸಿದ್ಧರಾಮಯ್ಯ ಮತ್ತೆ ಸೇರಿದಂತೆ ಮತಕ್ಷಣವಾಗಿ ಸಮಾಜ ಸೇವಾ ಕಾರ್ಯ ವೆಚ್ಚದಿಂದ ಹಾಲು ಜಾರಿ ಹಾಲಾಗಿದ್ದು.: [212, 1024, 547, 1036]
- list-item: ಜುಲೈ 31: ಪ್ರೇಮ್ ಚಂದ್ ಜಯಂತಿ ದಿನ: [1100, 502, 1221, 513]
- photo-women-group: [1016, 1020, 1489, 1109]
- lead-photo: [282, 148, 547, 397]
- days-box: [1093, 61, 1473, 523]
- paragraph: ಮಂಗಳವಾರದಿಂದ ಮೂರು ತಿಂಗಳಿಗೂ 8.3 ಫೀಟ್ ಜಾರಲ್ ಮೂಲಕ ಹರಿಯಬಿಡುವ ನೀರು ತಾಲೂಕಿನ ಪಟ್ಟಣದ ಕೆರೆಯಿಂದ ಹಾರದಳ್ಳಿಯವರೆಗೆ ಚೆನ್ನಾಗಿ, ಅಬ್ಬಗೆರೆ, ಗೌರಿಮಾಳ್ಳಹಳ್ಳಿ, ಅಂತರಘಟ್ಟಿಕೆಯ ಮೂಲಕ ತಿಮ್ಮನಹಳ್ಳಿ ಕೆರೆ ಮೂಲಕ ಹುಳಿಯಾರು ಕೆರೆಯನ್ನು ತುಂಬುವುದು. ಹಾಗೇ ಮುಂದಿನದು ಸಾಧ್ಯವಾಗದೆ ಇರುವುದೆಂದು ವಿವರಿಸಿದರು.: [23, 307, 271, 384]
- lead-col-2: [282, 148, 547, 560]
- story3-headline: ಕೆರೆಸೂರಗೊಂಡನಹಳ್ಳಿ ಡೇರಿಗೆ 3.77 ಲಕ್ಷ ರೂ.ನಿವ್ವಳ ಲಾಭ: [779, 583, 1212, 610]
- list-item: ಜುಲೈ 13: ಸಿರಿ ಪೂರ್ಣಿಮಾ, ರಾಷ್ಟ್ರೀಯ ಫ್ರೆಂಚ್ ಫ್ರೈ ದಿನ: [1100, 255, 1465, 272]
- paragraph: ಸಮಾಜದಲ್ಲಿನದು, ಉಂದಾಗಿಸಿದ ಜಾರಿ ಮಾಹಿತಿ ಹಾಲು ಒಕ್ಕೂಟದ ನಿರೀಕ್ಷಕರ ವಿ.ಎಸ್ ಶಿವಪ್ರಕಾಶ್ ರವರು ಮಾತನಾಡಿ ಹಾಲು ಉತ್ಪಾದಕರ ಸಹಕಾರ ಸಂಘದ ಪದಾಧಿಕಾರಿಗಳು ಹಾಗೂ ಸದಸ್ಯರ ಜಾರಿ ಅಭಿಪ್ರಾಯ ಇದೆ.: [779, 764, 1004, 825]
- paragraph: ಹುಳಿಯಾರು ಹೋಬಳಿ ಕೆರೆಸೂರಗೊಂಡನಹಳ್ಳಿ ಹಾಲು ಉತ್ಪಾದಕರ ಸಹಕಾರ ಸಂಘದ 2024-25 ನೇ ಸಾಲಿನ ಸರ್ವ ಸದಸ್ಯರ ವಾರ್ಷಿಕ ಮಹಾಸಭೆಯ ಅಧ್ಯಕ್ಷತೆಯನ್ನು ವಹಿಸಿ ಮಾತನಾಡಿದರು.: [779, 710, 1004, 755]
- list-item: ಜುಲೈ 24: ರಾಷ್ಟ್ರೀಯ ಉಷ್ಣ ಇಂಜಿನಿಯರ್ ದಿನ, ರಾಷ್ಟ್ರೀಯ ಹೋಳಿಗೆ ದಿನ: [1100, 402, 1465, 419]
- page-number-badge: 2: [1468, 22, 1489, 43]
- paragraph: ನೀಡಲ್ಲಿದೆ. ಅದೇ ರೀತಿ ಶಿಕ್ಷಣಕ್ಕೆ ಭಾಗದ ರೈತರ ಮನವಿಯಂತೆ ಕೆಲಸ ಮಾಡಿಸಲಾಗಿದೆ. ರೈತರು ಸಹಕರಿಸಿದರೆ ಎಂದಿಗೂ ಹೇಮಾವತಿ ನಾಲಾ ಕಾಮಗಾರಿಯನ್ನು ಸಂಪೂರ್ಣಗೊಳಿಸುತ್ತೇನೆ ಎಂದರು.: [831, 151, 1080, 195]
- story3-col-3: [1274, 621, 1492, 910]
